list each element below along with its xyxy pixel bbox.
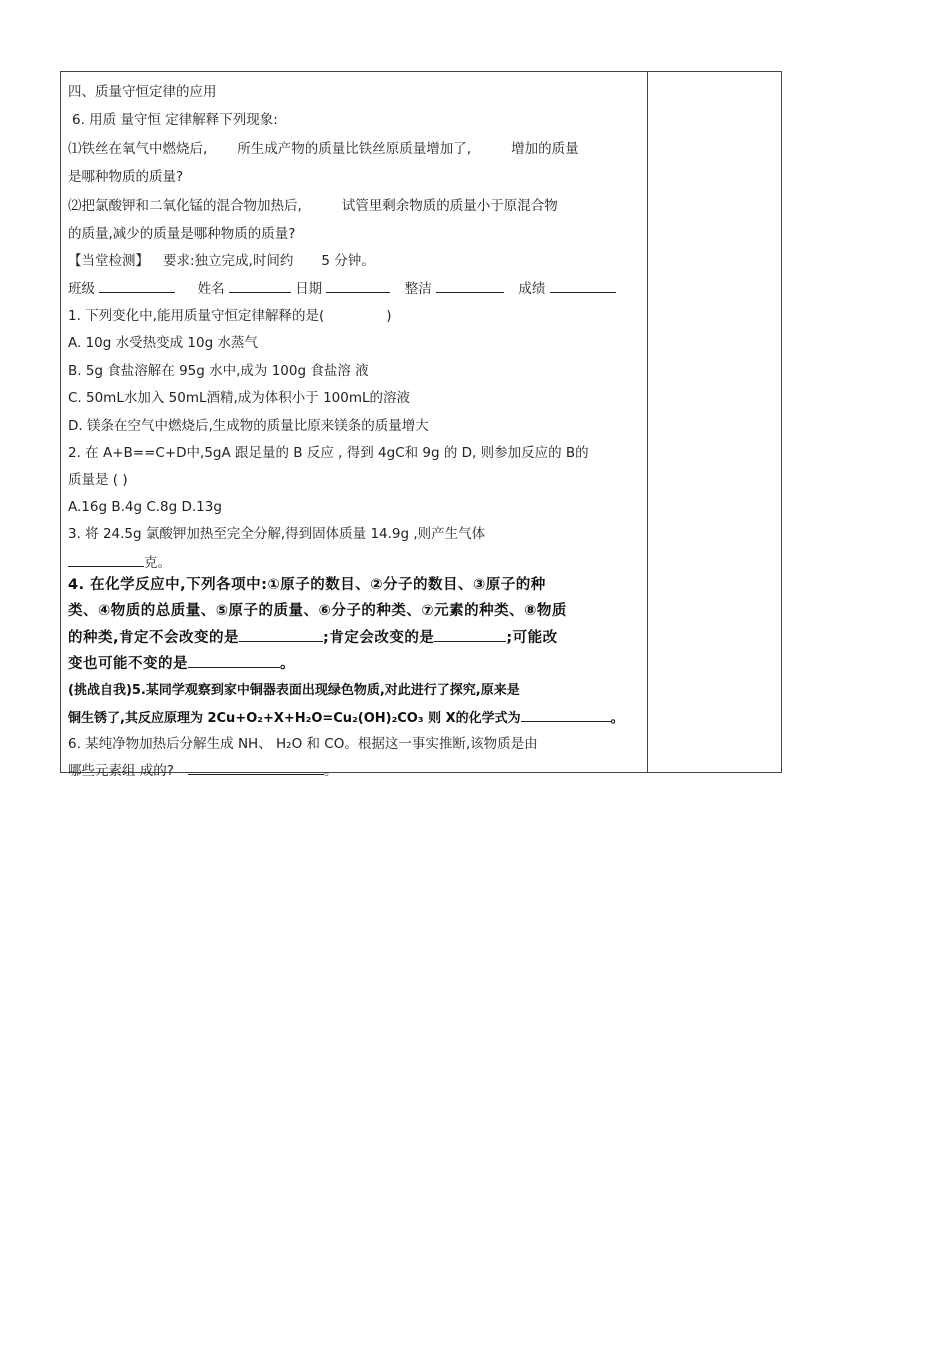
q4-line3: 的种类,肯定不会改变的是 ;肯定会改变的是 ;可能改 bbox=[68, 627, 558, 648]
q3-line1: 3. 将 24.5g 氯酸钾加热至完全分解,得到固体质量 14.9g ,则产生气体 bbox=[68, 526, 486, 542]
q6b-line1: 6. 某纯净物加热后分解生成 NH、 H₂O 和 CO。根据这一事实推断,该物质是由 bbox=[68, 736, 538, 752]
check-header: 【当堂检测】 要求:独立完成,时间约 5 分钟。 bbox=[68, 253, 375, 269]
student-info-row: 班级 姓名 日期 整洁 成绩 bbox=[68, 278, 616, 299]
q4-unchanged-field[interactable] bbox=[239, 627, 323, 642]
date-field[interactable] bbox=[326, 278, 390, 293]
q5-line1: (挑战自我)5.某同学观察到家中铜器表面出现绿色物质,对此进行了探究,原来是 bbox=[68, 683, 520, 698]
q4-changed-field[interactable] bbox=[434, 627, 506, 642]
q6-part1-line2: 是哪种物质的质量? bbox=[68, 169, 184, 185]
q6b-line2: 哪些元素组 成的? 。 bbox=[68, 760, 337, 781]
neatness-field[interactable] bbox=[436, 278, 504, 293]
q3-answer-field[interactable] bbox=[68, 552, 144, 567]
q6-part2-line2: 的质量,减少的质量是哪种物质的质量? bbox=[68, 226, 296, 242]
q4-line2: 类、④物质的总质量、⑤原子的质量、⑥分子的种类、⑦元素的种类、⑧物质 bbox=[68, 603, 567, 619]
q4-line4: 变也可能不变的是 。 bbox=[68, 653, 295, 674]
column-divider bbox=[647, 72, 648, 772]
q1-option-d: D. 镁条在空气中燃烧后,生成物的质量比原来镁条的质量增大 bbox=[68, 418, 429, 434]
q6-part2-line1: ⑵把氯酸钾和二氧化锰的混合物加热后, 试管里剩余物质的质量小于原混合物 bbox=[68, 198, 558, 214]
q2-line1: 2. 在 A+B==C+D中,5gA 跟足量的 B 反应 , 得到 4gC和 9g 的 D, 则参加反应的 B的 bbox=[68, 445, 589, 461]
q5-line2: 铜生锈了,其反应原理为 2Cu+O₂+X+H₂O=Cu₂(OH)₂CO₃ 则 X的化学式为 。 bbox=[68, 707, 624, 729]
worksheet-table bbox=[60, 71, 782, 779]
q2-line2: 质量是 ( ) bbox=[68, 472, 128, 488]
q1-option-a: A. 10g 水受热变成 10g 水蒸气 bbox=[68, 335, 258, 351]
class-field[interactable] bbox=[99, 278, 175, 293]
q5-answer-field[interactable] bbox=[521, 707, 611, 722]
name-field[interactable] bbox=[229, 278, 291, 293]
score-field[interactable] bbox=[550, 278, 616, 293]
q1-option-c: C. 50mL水加入 50mL酒精,成为体积小于 100mL的溶液 bbox=[68, 390, 411, 406]
section-title: 四、质量守恒定律的应用 bbox=[68, 84, 217, 100]
q4-line1: 4. 在化学反应中,下列各项中:①原子的数目、②分子的数目、③原子的种 bbox=[68, 577, 546, 593]
q1-stem: 1. 下列变化中,能用质量守恒定律解释的是( ) bbox=[68, 308, 392, 324]
q2-options: A.16g B.4g C.8g D.13g bbox=[68, 499, 222, 515]
q6-part1-line1: ⑴铁丝在氧气中燃烧后, 所生成产物的质量比铁丝原质量增加了, 增加的质量 bbox=[68, 141, 579, 157]
q6b-answer-field[interactable] bbox=[188, 760, 324, 775]
q4-maybe-field[interactable] bbox=[188, 653, 280, 668]
q3-line2: 克。 bbox=[68, 552, 171, 573]
q6-intro: 6. 用质 量守恒 定律解释下列现象: bbox=[72, 112, 278, 128]
q1-option-b: B. 5g 食盐溶解在 95g 水中,成为 100g 食盐溶 液 bbox=[68, 363, 369, 379]
